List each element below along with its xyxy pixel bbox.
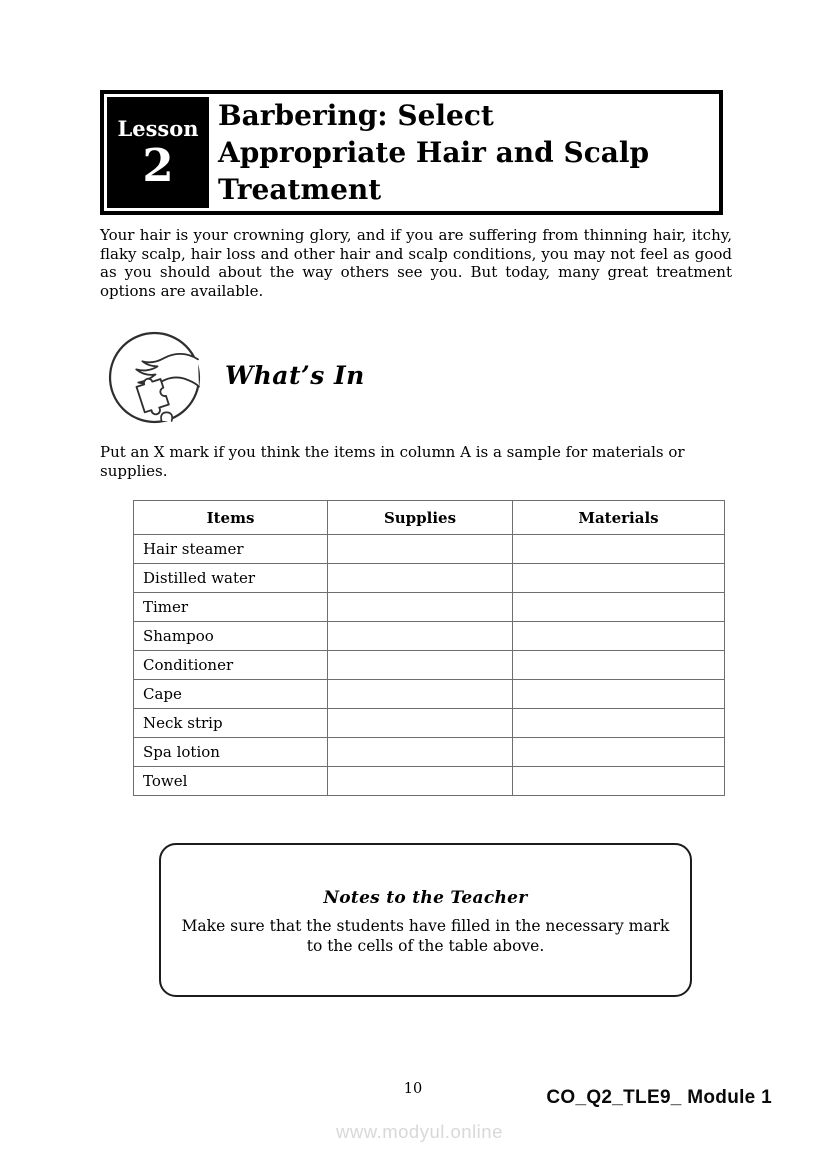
instruction-text: Put an X mark if you think the items in column A is a sample for materials or supplies. — [100, 443, 685, 480]
intro-paragraph: Your hair is your crowning glory, and if you are suffering from thinning hair, itchy, flaky scalp, hair loss and other hair and scalp conditions, you may not feel as good as you should about the way others see you. But today, many great treatment options are available. — [100, 226, 732, 301]
item-cell: Shampoo — [134, 622, 328, 651]
watermark: www.modyul.online — [336, 1121, 503, 1142]
lesson-title-line: Appropriate Hair and Scalp — [218, 136, 650, 169]
table-row — [134, 680, 725, 709]
lesson-title — [209, 97, 649, 208]
item-cell: Distilled water — [134, 564, 328, 593]
header-cell-supplies: Supplies — [328, 501, 513, 535]
whats-in-heading: What’s In — [225, 361, 365, 390]
notes-title: Notes to the Teacher — [323, 888, 528, 908]
item-cell: Hair steamer — [134, 535, 328, 564]
item-cell: Timer — [134, 593, 328, 622]
supplies-cell — [328, 564, 513, 593]
hand-holding-puzzle-piece-icon — [106, 329, 203, 426]
notes-to-teacher-box — [159, 843, 692, 997]
notes-body: Make sure that the students have filled in the necessary mark to the cells of the table above. — [181, 917, 670, 955]
materials-cell — [513, 738, 725, 767]
table-row — [134, 738, 725, 767]
table-row — [134, 651, 725, 680]
materials-cell — [513, 680, 725, 709]
item-cell: Conditioner — [134, 651, 328, 680]
table-header-row — [134, 501, 725, 535]
lesson-banner — [100, 90, 723, 215]
table-row — [134, 767, 725, 796]
lesson-title-line: Treatment — [218, 173, 382, 206]
supplies-cell — [328, 651, 513, 680]
supplies-cell — [328, 680, 513, 709]
supplies-cell — [328, 535, 513, 564]
supplies-cell — [328, 593, 513, 622]
lesson-number-badge — [107, 97, 209, 208]
header-cell-items: Items — [134, 501, 328, 535]
lesson-label: Lesson — [117, 116, 199, 142]
item-cell: Spa lotion — [134, 738, 328, 767]
module-code: CO_Q2_TLE9_ Module 1 — [546, 1087, 772, 1108]
materials-cell — [513, 593, 725, 622]
header-cell-materials: Materials — [513, 501, 725, 535]
lesson-number: 2 — [142, 138, 174, 192]
materials-cell — [513, 564, 725, 593]
item-cell: Towel — [134, 767, 328, 796]
supplies-cell — [328, 767, 513, 796]
materials-cell — [513, 651, 725, 680]
materials-cell — [513, 767, 725, 796]
materials-cell — [513, 622, 725, 651]
materials-cell — [513, 709, 725, 738]
table-row — [134, 535, 725, 564]
item-cell: Cape — [134, 680, 328, 709]
page-number: 10 — [403, 1081, 423, 1097]
supplies-cell — [328, 738, 513, 767]
supplies-cell — [328, 622, 513, 651]
lesson-title-line: Barbering: Select — [218, 99, 494, 132]
table-row — [134, 564, 725, 593]
materials-cell — [513, 535, 725, 564]
table-row — [134, 709, 725, 738]
table-row — [134, 593, 725, 622]
table-row — [134, 622, 725, 651]
items-table — [133, 500, 725, 796]
supplies-cell — [328, 709, 513, 738]
item-cell: Neck strip — [134, 709, 328, 738]
